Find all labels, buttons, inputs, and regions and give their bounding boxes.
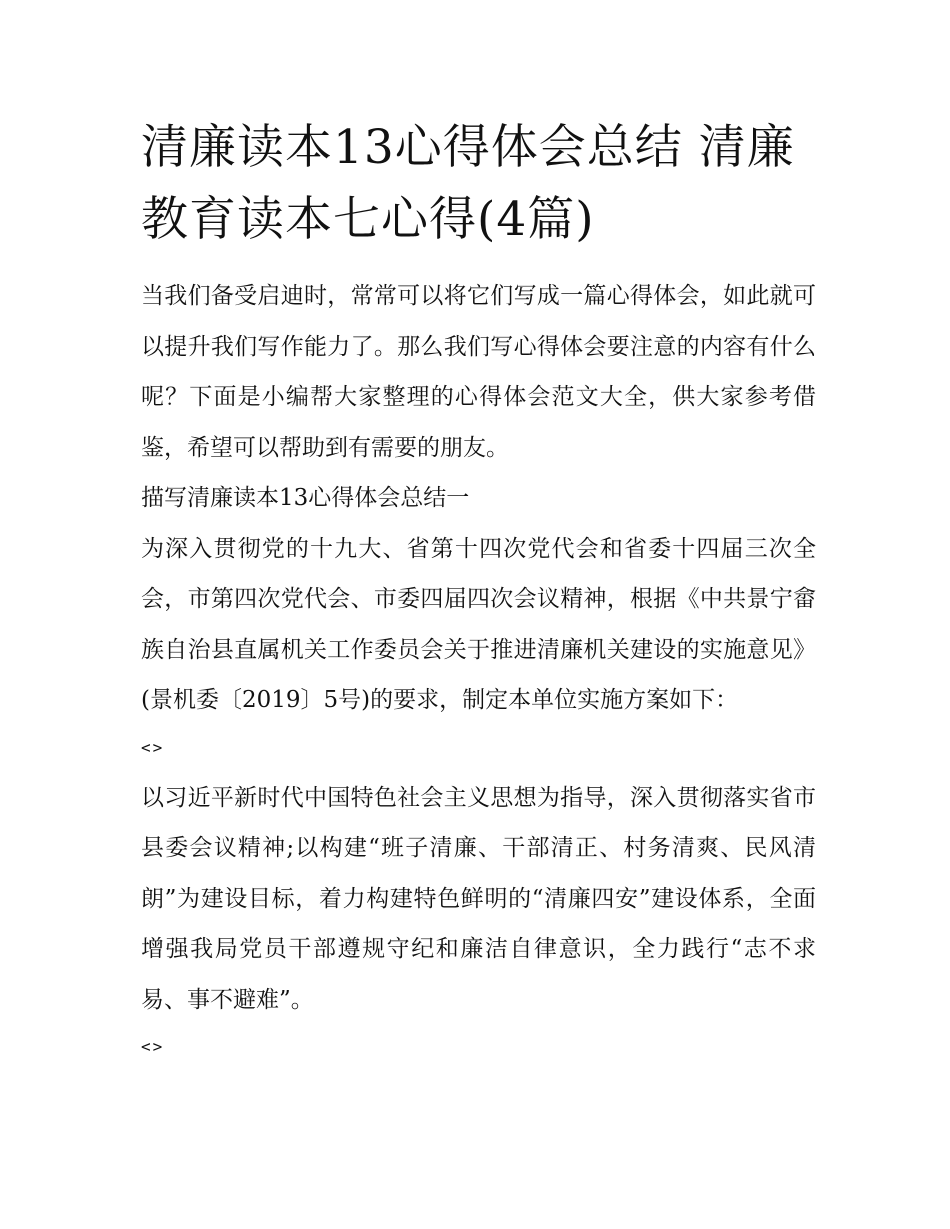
section-marker-1: <> bbox=[141, 737, 165, 757]
body-paragraph-1: 为深入贯彻党的十九大、省第十四次党代会和省委十四届三次全会，市第四次党代会、市委四届四次会议精神，根据《中共景宁畲族自治县直属机关工作委员会关于推进清廉机关建设的实施意见》(景机委〔2019〕5号)的要求，制定本单位实施方案如下： bbox=[141, 535, 816, 713]
document-title: 清廉读本13心得体会总结 清廉教育读本七心得(4篇) bbox=[141, 120, 795, 247]
intro-paragraph: 当我们备受启迪时，常常可以将它们写成一篇心得体会，如此就可以提升我们写作能力了。那么我们写心得体会要注意的内容有什么呢？下面是小编帮大家整理的心得体会范文大全，供大家参考借鉴，希望可以帮助到有需要的朋友。 bbox=[141, 283, 816, 461]
section-heading: 描写清廉读本13心得体会总结一 bbox=[141, 485, 470, 511]
document-page bbox=[141, 112, 816, 1072]
body-paragraph-2: 以习近平新时代中国特色社会主义思想为指导，深入贯彻落实省市县委会议精神;以构建“班子清廉、干部清正、村务清爽、民风清朗”为建设目标，着力构建特色鲜明的“清廉四安”建设体系，全面增强我局党员干部遵规守纪和廉洁自律意识，全力践行“志不求易、事不避难”。 bbox=[141, 784, 816, 1013]
section-marker-2: <> bbox=[141, 1037, 165, 1056]
